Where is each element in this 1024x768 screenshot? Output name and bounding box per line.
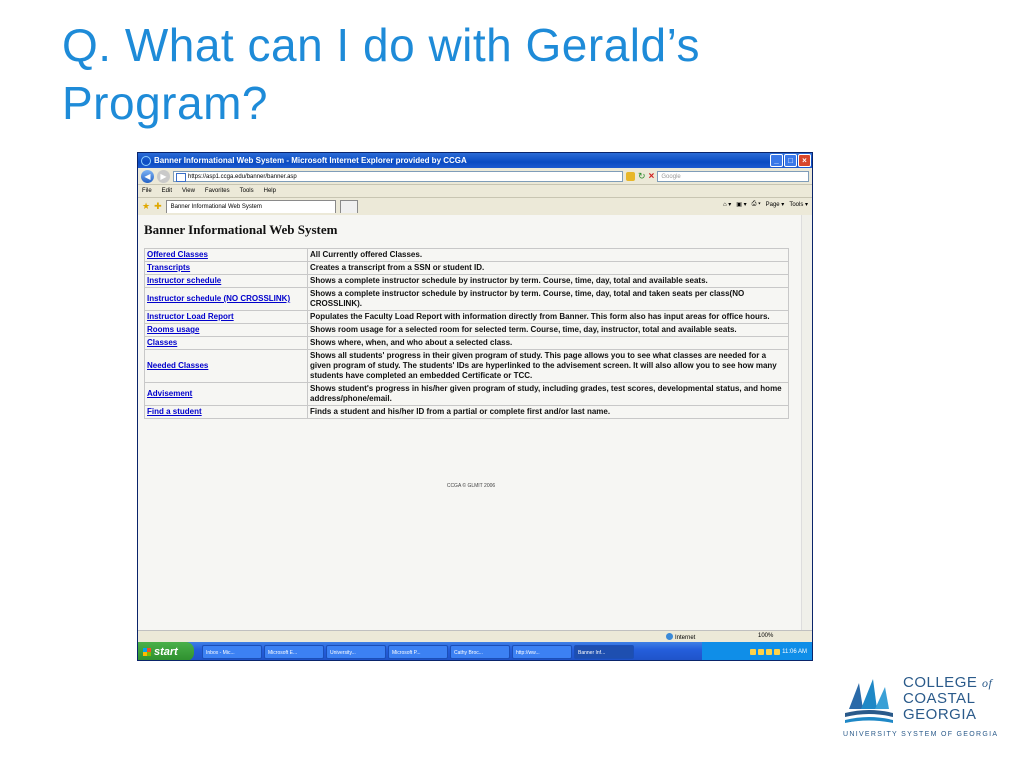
- tray-icon[interactable]: [758, 649, 764, 655]
- row-link-cell: [145, 324, 307, 336]
- window-title: Banner Informational Web System - Microsoft Internet Explorer provided by CCGA: [154, 156, 467, 165]
- row-link-cell: [145, 350, 307, 382]
- page-content: [138, 215, 804, 630]
- slide-title: Q. What can I do with Gerald’s Program?: [62, 19, 700, 129]
- address-bar-row: [138, 168, 812, 185]
- feature-link[interactable]: Advisement: [147, 389, 193, 398]
- row-link-cell: [145, 406, 307, 418]
- windows-flag-icon: [143, 648, 151, 656]
- table-row: [145, 350, 788, 382]
- feature-description: Shows where, when, and who about a selected class.: [308, 337, 788, 349]
- taskbar-tasks: [202, 645, 634, 659]
- menu-edit[interactable]: Edit: [161, 188, 173, 194]
- menu-view[interactable]: View: [182, 188, 195, 194]
- maximize-button[interactable]: □: [784, 154, 797, 167]
- globe-icon: [666, 633, 673, 640]
- feature-link[interactable]: Transcripts: [147, 263, 191, 272]
- lock-icon[interactable]: [626, 172, 635, 181]
- tray-icon[interactable]: [766, 649, 772, 655]
- browser-window: [137, 152, 813, 661]
- taskbar-task[interactable]: Inbox - Mic...: [202, 645, 262, 659]
- feature-description: Creates a transcript from a SSN or student ID.: [308, 262, 788, 274]
- feature-description: Shows room usage for a selected room for selected term. Course, time, day, instructor, total and available seats.: [308, 324, 788, 336]
- row-link-cell: [145, 249, 307, 261]
- feature-link[interactable]: Instructor schedule (NO CROSSLINK): [147, 294, 291, 303]
- page-footer: CCGA © GLMIT 2006: [446, 483, 496, 489]
- favorites-star-icon[interactable]: ★: [142, 201, 151, 211]
- menu-file[interactable]: File: [142, 188, 152, 194]
- system-tray: [702, 642, 812, 661]
- page-menu[interactable]: Page ▾: [765, 202, 785, 208]
- feature-description: Shows a complete instructor schedule by instructor by term. Course, time, day, total and available seats.: [308, 275, 788, 287]
- taskbar-task[interactable]: Microsoft P...: [388, 645, 448, 659]
- refresh-icon[interactable]: ↻: [638, 170, 646, 181]
- zoom-level[interactable]: 100%: [758, 633, 774, 639]
- command-bar: [723, 201, 808, 208]
- home-icon[interactable]: ⌂ ▾: [722, 202, 732, 208]
- table-row: [145, 337, 788, 349]
- logo-line-1: [903, 675, 992, 691]
- feature-description: Populates the Faculty Load Report with information directly from Banner. This form also has input areas for office hours.: [308, 311, 788, 323]
- vertical-scrollbar[interactable]: [801, 215, 812, 630]
- back-button[interactable]: ◀: [141, 170, 154, 183]
- window-titlebar[interactable]: [138, 153, 812, 168]
- college-logo: [843, 673, 1008, 748]
- table-row: [145, 324, 788, 336]
- menu-tools[interactable]: Tools: [239, 188, 254, 194]
- row-link-cell: [145, 311, 307, 323]
- menu-favorites[interactable]: Favorites: [204, 188, 230, 194]
- table-row: [145, 288, 788, 310]
- logo-of: of: [982, 676, 993, 690]
- search-input[interactable]: Google: [657, 171, 809, 182]
- taskbar-task[interactable]: Microsoft E...: [264, 645, 324, 659]
- tab-banner[interactable]: Banner Informational Web System: [166, 200, 336, 213]
- taskbar: [138, 642, 812, 661]
- clock[interactable]: 11:06 AM: [782, 648, 807, 655]
- page-icon: [176, 173, 186, 182]
- add-favorites-icon[interactable]: ✚: [154, 201, 162, 211]
- ie-icon: [141, 156, 151, 166]
- new-tab-button[interactable]: [340, 200, 358, 213]
- table-row: [145, 311, 788, 323]
- logo-line-2: COASTAL: [903, 690, 976, 707]
- print-icon[interactable]: ⎙ ▾: [751, 201, 761, 207]
- taskbar-task[interactable]: Cathy Broc...: [450, 645, 510, 659]
- feature-link[interactable]: Find a student: [147, 407, 202, 416]
- forward-button[interactable]: ▶: [157, 170, 170, 183]
- status-zone-label: Internet: [675, 635, 696, 641]
- row-link-cell: [145, 262, 307, 274]
- tab-bar: [138, 198, 812, 216]
- feature-description: Shows a complete instructor schedule by instructor by term. Course, time, day, total and taken seats per class(NO CROSSLINK).: [308, 288, 788, 310]
- feature-description: All Currently offered Classes.: [308, 249, 788, 261]
- row-link-cell: [145, 383, 307, 405]
- feature-link[interactable]: Instructor schedule: [147, 276, 222, 285]
- table-row: [145, 406, 788, 418]
- taskbar-task[interactable]: Banner Inf...: [574, 645, 634, 659]
- feature-table: [144, 248, 789, 419]
- table-row: [145, 249, 788, 261]
- feature-link[interactable]: Rooms usage: [147, 325, 200, 334]
- address-text: https://asp1.ccga.edu/banner/banner.asp: [188, 173, 297, 180]
- feature-link[interactable]: Instructor Load Report: [147, 312, 234, 321]
- logo-line-3: GEORGIA: [903, 706, 977, 723]
- tools-menu[interactable]: Tools ▾: [789, 202, 808, 208]
- menu-bar: [138, 185, 812, 198]
- table-row: [145, 262, 788, 274]
- feature-link[interactable]: Needed Classes: [147, 361, 209, 370]
- row-link-cell: [145, 288, 307, 310]
- feature-description: Shows student's progress in his/her given program of study, including grades, test scores, developmental status, and home address/phone/email.: [308, 383, 788, 405]
- start-button[interactable]: [138, 642, 194, 661]
- row-link-cell: [145, 337, 307, 349]
- feature-link[interactable]: Classes: [147, 338, 178, 347]
- address-input[interactable]: [173, 171, 623, 182]
- tray-icon[interactable]: [774, 649, 780, 655]
- tray-icon[interactable]: [750, 649, 756, 655]
- feature-link[interactable]: Offered Classes: [147, 250, 208, 259]
- taskbar-task[interactable]: University...: [326, 645, 386, 659]
- logo-line-4: UNIVERSITY SYSTEM OF GEORGIA: [843, 731, 999, 738]
- feature-description: Shows all students' progress in their given program of study. This page allows you to see what classes are needed for a given program of study. The students' IDs are hyperlinked to the advisement screen. It will also allow you to see how many students have completed an embedded Certificate or TCC.: [308, 350, 788, 382]
- minimize-button[interactable]: _: [770, 154, 783, 167]
- logo-college: COLLEGE: [903, 674, 978, 691]
- close-button[interactable]: ×: [798, 154, 811, 167]
- table-row: [145, 275, 788, 287]
- start-label: start: [154, 645, 178, 658]
- table-row: [145, 383, 788, 405]
- feeds-icon[interactable]: ▣ ▾: [736, 202, 747, 208]
- menu-help[interactable]: Help: [263, 188, 276, 194]
- row-link-cell: [145, 275, 307, 287]
- taskbar-task[interactable]: http://ww...: [512, 645, 572, 659]
- page-heading: Banner Informational Web System: [144, 222, 338, 237]
- stop-icon[interactable]: ×: [648, 170, 655, 182]
- status-zone: [666, 633, 695, 641]
- sail-logo-icon: [843, 673, 895, 725]
- feature-description: Finds a student and his/her ID from a partial or complete first and/or last name.: [308, 406, 788, 418]
